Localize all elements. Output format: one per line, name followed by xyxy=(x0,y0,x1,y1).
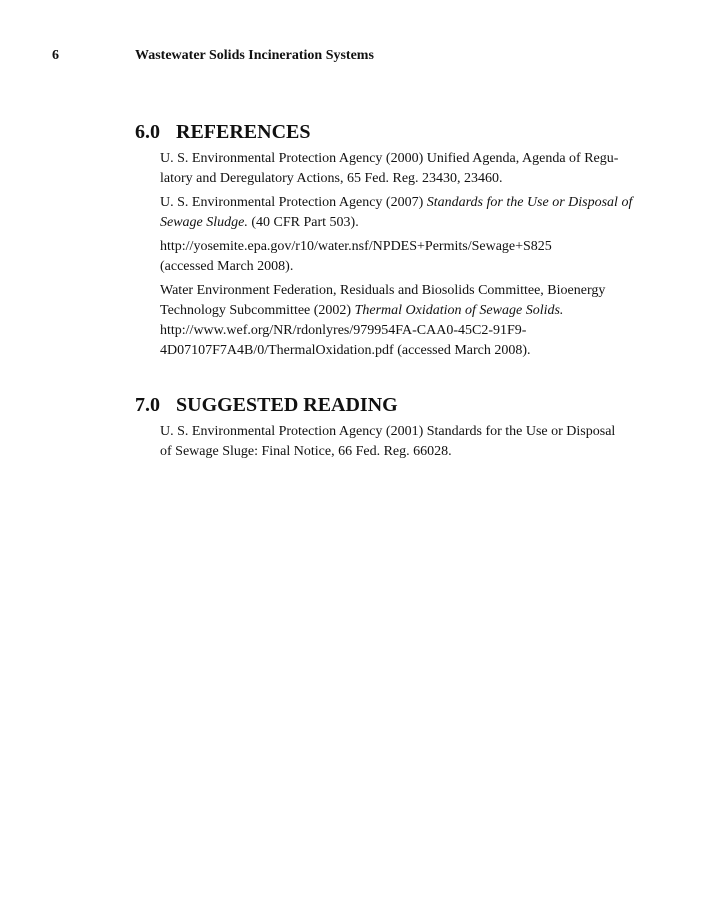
reference-entry-3 xyxy=(160,237,675,277)
reference-3-accessed: (accessed March 2008). xyxy=(160,259,294,274)
references-section-title: REFERENCES xyxy=(176,121,311,143)
suggested-reading-list xyxy=(135,422,675,462)
reference-2-title-part-2: Sewage Sludge. xyxy=(160,215,248,230)
reference-2-line-1 xyxy=(160,193,675,213)
reference-entry-4 xyxy=(160,281,675,361)
reference-4-author: Technology Subcommittee (2002) xyxy=(160,303,355,318)
suggested-reading-entry-1 xyxy=(160,422,675,462)
references-section xyxy=(135,119,675,365)
suggested-reading-section xyxy=(135,392,675,466)
references-heading xyxy=(135,119,675,145)
reference-4-line-2 xyxy=(160,301,675,321)
reference-4-line-1: Water Environment Federation, Residuals and Biosolids Committee, Bioenergy xyxy=(160,283,606,298)
suggested-reading-1-line-2: of Sewage Sluge: Final Notice, 66 Fed. Reg. 66028. xyxy=(160,444,452,459)
suggested-reading-heading xyxy=(135,392,675,418)
running-header xyxy=(0,48,707,68)
reference-2-author: U. S. Environmental Protection Agency (2007) xyxy=(160,195,427,210)
suggested-reading-1-line-1: U. S. Environmental Protection Agency (2001) Standards for the Use or Disposal xyxy=(160,424,616,439)
reference-4-title: Thermal Oxidation of Sewage Solids. xyxy=(354,303,564,318)
reference-4-url-part-2: 4D07107F7A4B/0/ThermalOxidation.pdf (accessed March 2008). xyxy=(160,343,531,358)
references-section-number: 6.0 xyxy=(135,121,160,143)
reference-entry-2 xyxy=(160,193,675,233)
running-title: Wastewater Solids Incineration Systems xyxy=(135,48,374,63)
reference-2-title-part-1: Standards for the Use or Disposal of xyxy=(426,195,633,210)
references-list xyxy=(135,149,675,361)
reference-4-url-part-1: http://www.wef.org/NR/rdonlyres/979954FA-CAA0-45C2-91F9- xyxy=(160,323,527,338)
reference-2-line-2 xyxy=(160,213,675,233)
suggested-reading-section-title: SUGGESTED READING xyxy=(176,394,398,416)
suggested-reading-section-number: 7.0 xyxy=(135,394,160,416)
reference-3-url: http://yosemite.epa.gov/r10/water.nsf/NPDES+Permits/Sewage+S825 xyxy=(160,239,552,254)
reference-1-line-2: latory and Deregulatory Actions, 65 Fed. Reg. 23430, 23460. xyxy=(160,171,503,186)
reference-1-line-1: U. S. Environmental Protection Agency (2000) Unified Agenda, Agenda of Regu- xyxy=(160,151,619,166)
page-number: 6 xyxy=(52,48,59,63)
reference-2-citation: (40 CFR Part 503). xyxy=(247,215,359,230)
reference-entry-1 xyxy=(160,149,675,189)
